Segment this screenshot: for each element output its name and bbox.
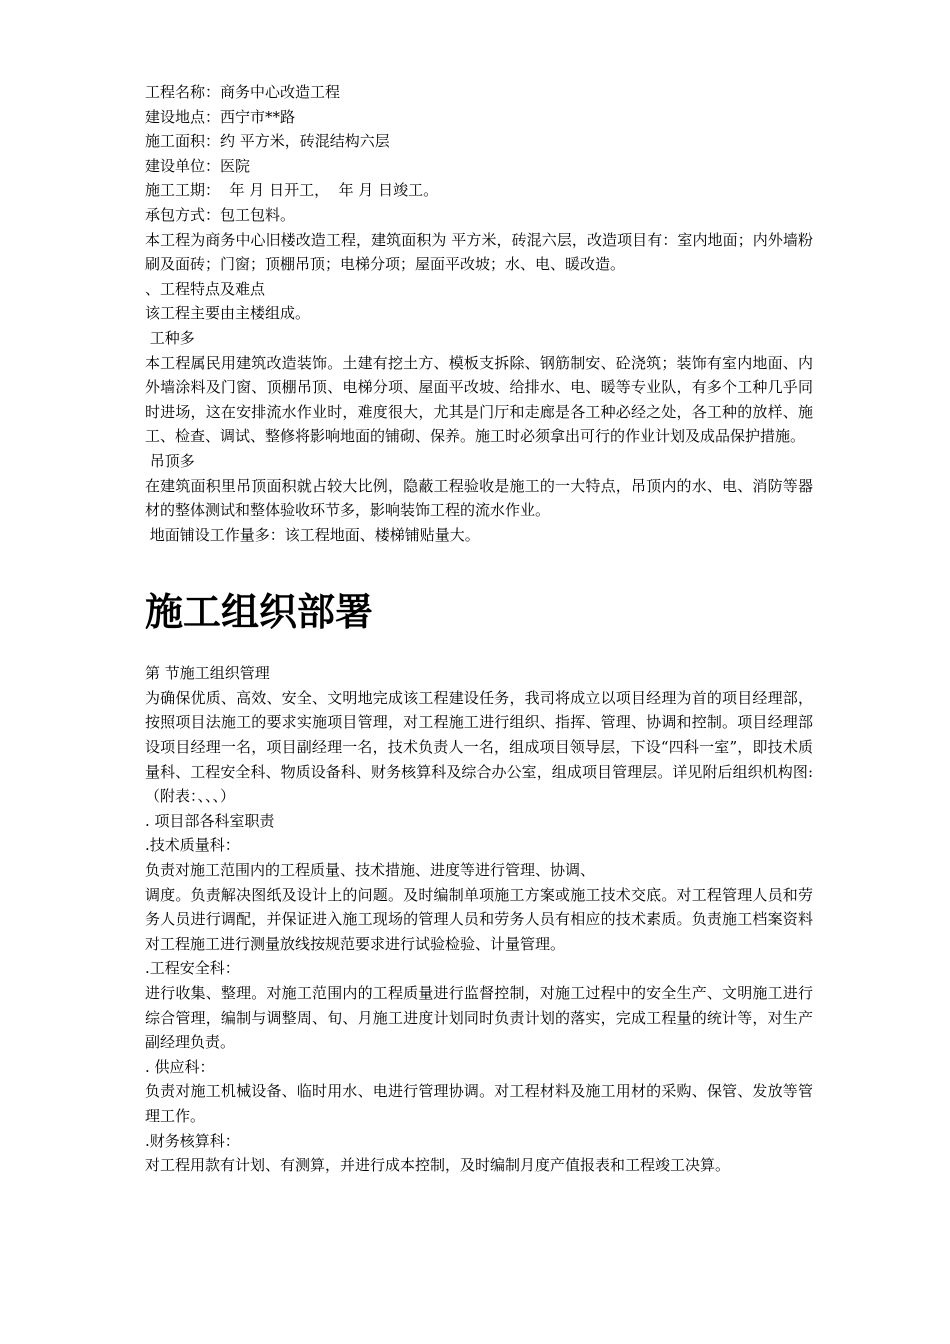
tech-dept-line1: 负责对施工范围内的工程质量、技术措施、进度等进行管理、协调、	[145, 861, 596, 880]
project-owner: 建设单位：医院	[145, 156, 251, 175]
floor-text: 地面铺设工作量多：该工程地面、楼梯铺贴量大。	[145, 525, 480, 544]
supply-dept-text: 负责对施工机械设备、临时用水、电进行管理协调。对工程材料及施工用材的采购、保管、发放等管理工作。	[145, 1082, 813, 1125]
supply-dept-title: . 供应科：	[145, 1057, 215, 1076]
ceiling-text: 在建筑面积里吊顶面积就占较大比例，隐蔽工程验收是施工的一大特点，吊顶内的水、电、消防等器材的整体测试和整体验收环节多，影响装饰工程的流水作业。	[145, 476, 813, 520]
project-name: 工程名称：商务中心改造工程	[145, 83, 341, 101]
trades-text: 本工程属民用建筑改造装饰。土建有挖土方、模板支拆除、钢筋制安、砼浇筑；装饰有室内地面、内外墙涂料及门窗、顶棚吊顶、电梯分项、屋面平改坡、给排水、电、暖等专业队，有多个工种几乎同时进场，这在安排流水作业时，难度很大，尤其是门厅和走廊是各工种必经之处，各工种的放样、施工、检查、调试、整修将影响地面的铺砌、保养。施工时必须拿出可行的作业计划及成品保护措施。	[145, 353, 813, 446]
ceiling-title: 吊顶多	[145, 451, 195, 470]
features-title: 、工程特点及难点	[145, 279, 266, 298]
document-page	[145, 80, 813, 1178]
project-overview: 本工程为商务中心旧楼改造工程，建筑面积为 平方米，砖混六层，改造项目有：室内地面；内外墙粉刷及面砖；门窗；顶棚吊顶；电梯分项；屋面平改坡；水、电、暖改造。	[145, 230, 813, 274]
project-area: 施工面积：约 平方米，砖混结构六层	[145, 132, 390, 151]
safety-dept-title: .工程安全科：	[145, 959, 240, 978]
finance-dept-title: .财务核算科：	[145, 1131, 240, 1150]
safety-dept-text: 进行收集、整理。对施工范围内的工程质量进行监督控制，对施工过程中的安全生产、文明施工进行综合管理，编制与调整周、旬、月施工进度计划同时负责计划的落实，完成工程量的统计等，对生产副经理负责。	[145, 984, 813, 1052]
tech-dept-title: .技术质量科：	[145, 836, 240, 855]
duties-title: . 项目部各科室职责	[145, 811, 275, 830]
subsection-title: 第 节施工组织管理	[145, 664, 270, 683]
project-location: 建设地点：西宁市**路	[145, 107, 296, 126]
features-intro: 该工程主要由主楼组成。	[145, 304, 311, 323]
section-heading: 施工组织部署	[145, 590, 374, 635]
trades-title: 工种多	[145, 328, 195, 347]
organization-intro: 为确保优质、高效、安全、文明地完成该工程建设任务，我司将成立以项目经理为首的项目经理部，按照项目法施工的要求实施项目管理，对工程施工进行组织、指挥、管理、协调和控制。项目经理部设项目经理一名，项目副经理一名，技术负责人一名，组成项目领导层，下设“四科一室”，即技术质量科、工程安全科、物质设备科、财务核算科及综合办公室，组成项目管理层。详见附后组织机构图:（附表：、、、）	[145, 688, 813, 806]
tech-dept-text: 调度。负责解决图纸及设计上的问题。及时编制单项施工方案或施工技术交底。对工程管理人员和劳务人员进行调配，并保证进入施工现场的管理人员和劳务人员有相应的技术素质。负责施工档案资料对工程施工进行测量放线按规范要求进行试验检验、计量管理。	[145, 885, 813, 953]
project-period: 施工工期： 年 月 日开工， 年 月 日竣工。	[145, 181, 439, 200]
project-contract: 承包方式：包工包料。	[145, 205, 296, 224]
finance-dept-text: 对工程用款有计划、有测算，并进行成本控制，及时编制月度产值报表和工程竣工决算。	[145, 1156, 731, 1175]
